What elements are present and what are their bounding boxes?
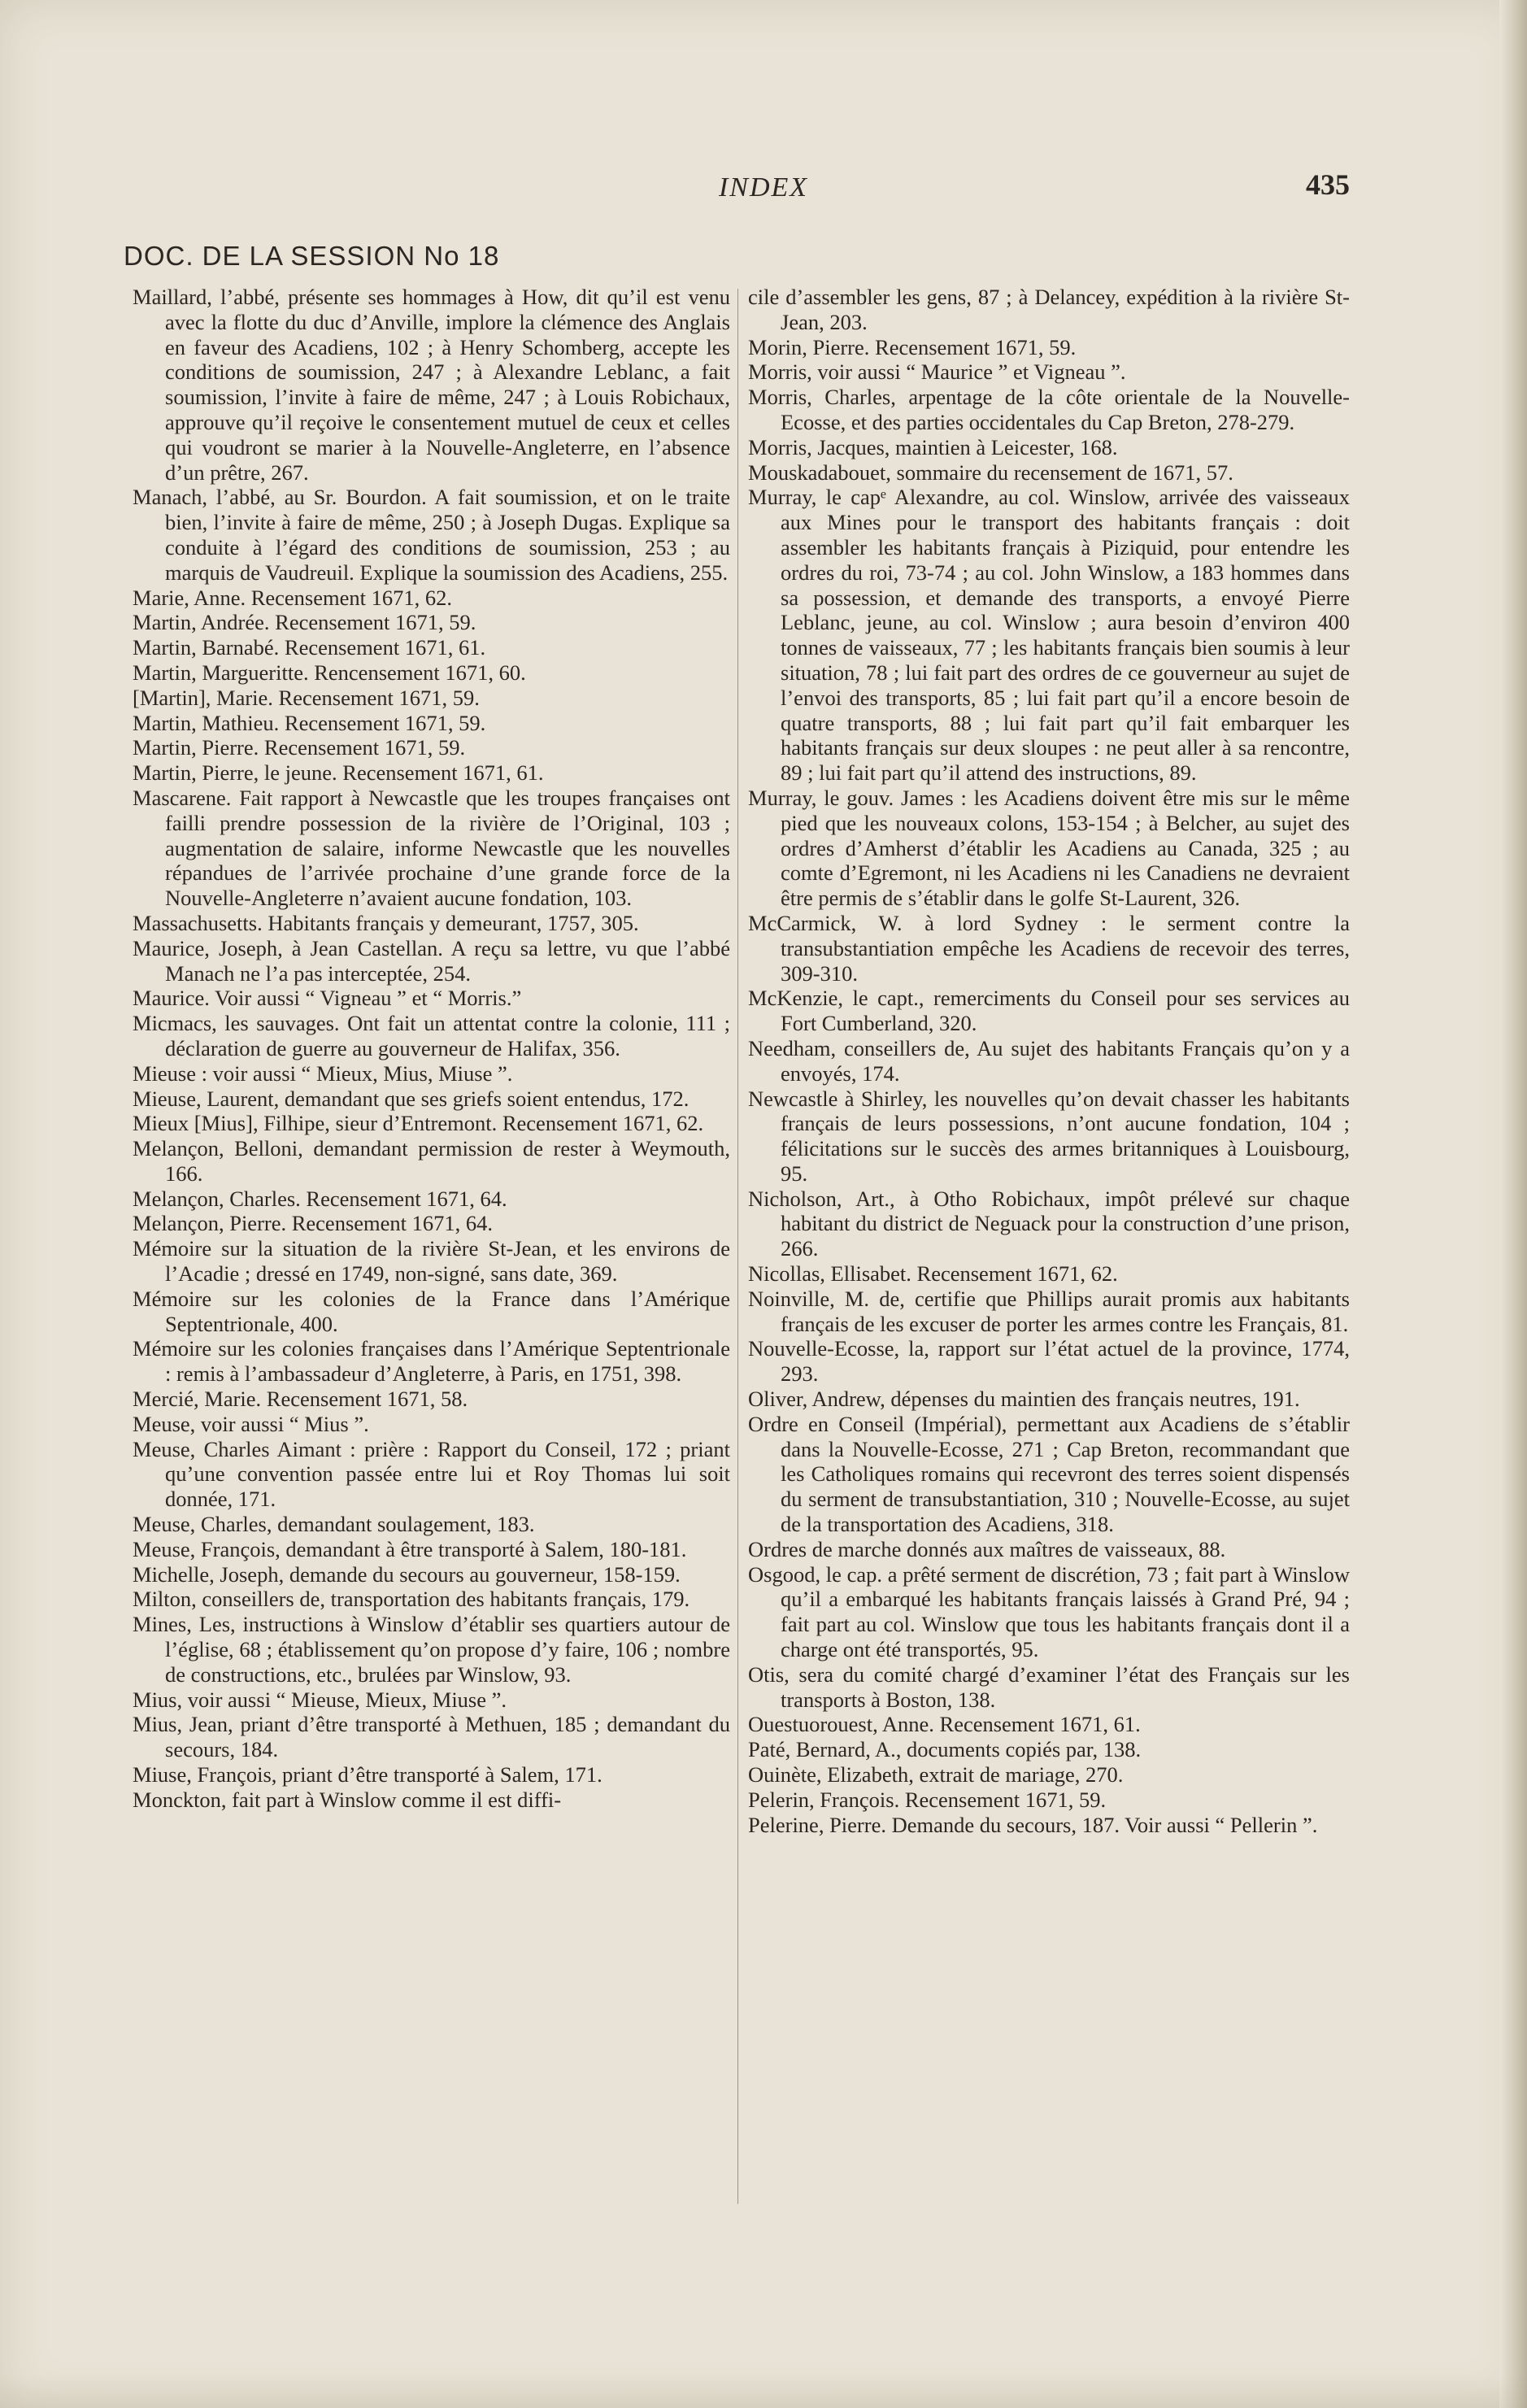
index-entry: Noinville, M. de, certifie que Phillips aurait promis aux habitants français de les excuser de porter les armes contre les Français, 81. (748, 1286, 1350, 1336)
running-header-title: INDEX (718, 172, 809, 202)
index-entry: Otis, sera du comité chargé d’examiner l’état des Français sur les transports à Boston, 138. (748, 1661, 1350, 1712)
index-entry: Morin, Pierre. Recensement 1671, 59. (748, 334, 1077, 359)
index-entry: Mémoire sur la situation de la rivière St-Jean, et les environs de l’Acadie ; dressé en 1749, non-signé, sans date, 369. (133, 1236, 730, 1287)
index-entry: Micmacs, les sauvages. Ont fait un attentat contre la colonie, 111 ; déclaration de guerre au gouverneur de Halifax, 356. (133, 1011, 730, 1060)
index-entry: Mius, Jean, priant d’être transporté à Methuen, 185 ; demandant du secours, 184. (133, 1712, 730, 1762)
index-entry: Melançon, Pierre. Recensement 1671, 64. (133, 1211, 494, 1236)
index-entry: Murray, le capᵉ Alexandre, au col. Winslow, arrivée des vaisseaux aux Mines pour le transport des habitants français : doit assembler les habitants français à Piziquid, pour entendre les ordres du roi, 73-74 ; au col. John Winslow, a 183 hommes dans sa possession, et demande des transports, a envoyé Pierre Leblanc, jeune, au col. Winslow ; aura besoin d’environ 400 tonnes de vaisseaux, 77 ; les habitants français bien soumis à leur situation, 78 ; lui fait part des ordres de ce gouverneur au sujet de l’envoi des transports, 85 ; lui fait part qu’il a encore besoin de quatre transports, 88 ; lui fait part qu’il fait embarquer les habitants français sur deux sloupes : ne peut aller à sa rencontre, 89 ; lui fait part qu’il attend des instructions, 89. (748, 485, 1350, 786)
index-entry: Meuse, voir aussi “ Mius ”. (133, 1411, 369, 1436)
index-entry: Miuse, François, priant d’être transporté à Salem, 171. (133, 1762, 603, 1787)
index-entry: Martin, Pierre. Recensement 1671, 59. (133, 735, 466, 760)
index-entry: Osgood, le cap. a prêté serment de discrétion, 73 ; fait part à Winslow qu’il a embarqué les habitants français laissés à Grand Pré, 94 ; fait part au col. Winslow que tous les habitants français dont il a charge ont été transportés, 95. (748, 1561, 1350, 1662)
index-entry: Paté, Bernard, A., documents copiés par, 138. (748, 1737, 1142, 1762)
index-entry: Nicollas, Ellisabet. Recensement 1671, 62. (748, 1261, 1118, 1287)
index-entry: Maurice. Voir aussi “ Vigneau ” et “ Morris.” (133, 986, 522, 1011)
index-entry: Martin, Pierre, le jeune. Recensement 1671, 61. (133, 760, 544, 786)
index-entry: Murray, le gouv. James : les Acadiens doivent être mis sur le même pied que les nouveaux colons, 153-154 ; à Belcher, au sujet des ordres d’Amherst d’établir les Acadiens au Canada, 325 ; au comte d’Egremont, ni les Acadiens ni les Canadiens ne devraient être permis de s’établir dans le golfe St-Laurent, 326. (748, 785, 1350, 911)
index-entry: Ordre en Conseil (Impérial), permettant aux Acadiens de s’établir dans la Nouvelle-Ecosse, 271 ; Cap Breton, recommandant que les Catholiques romains qui recevront des terres soient dispensés du serment de transubstantiation, 310 ; Nouvelle-Ecosse, au sujet de la transportation des Acadiens, 318. (748, 1411, 1350, 1537)
index-entry: Melançon, Belloni, demandant permission de rester à Weymouth, 166. (133, 1136, 730, 1186)
index-entry: Oliver, Andrew, dépenses du maintien des français neutres, 191. (748, 1387, 1300, 1412)
index-entry: Mieuse : voir aussi “ Mieux, Mius, Miuse ”. (133, 1060, 513, 1086)
index-entry: Meuse, François, demandant à être transporté à Salem, 180-181. (133, 1536, 687, 1561)
index-entry: McCarmick, W. à lord Sydney : le serment contre la transubstantiation empêche les Acadiens de recevoir des terres, 309-310. (748, 910, 1350, 986)
index-entry: Morris, Jacques, maintien à Leicester, 168. (748, 434, 1118, 459)
index-entry: Manach, l’abbé, au Sr. Bourdon. A fait soumission, et on le traite bien, l’invite à faire de même, 250 ; à Joseph Dugas. Explique sa conduite à l’égard des conditions de soumission, 253 ; au marquis de Vaudreuil. Explique la soumission des Acadiens, 255. (133, 485, 730, 585)
index-entry: Melançon, Charles. Recensement 1671, 64. (133, 1186, 507, 1211)
session-label: DOC. DE LA SESSION No 18 (124, 241, 500, 271)
index-entry: Milton, conseillers de, transportation des habitants français, 179. (133, 1587, 690, 1612)
page-spine-shadow (1499, 0, 1527, 2408)
column-divider (737, 289, 738, 2204)
index-entry: cile d’assembler les gens, 87 ; à Delancey, expédition à la rivière St-Jean, 203. (748, 285, 1350, 334)
index-entry: Monckton, fait part à Winslow comme il est diffi- (133, 1787, 562, 1812)
index-entry: Mascarene. Fait rapport à Newcastle que les troupes françaises ont failli prendre possession de la rivière de l’Original, 103 ; augmentation de salaire, informe Newcastle que les nouvelles répandues de l’arrivée prochaine d’une grande force de la Nouvelle-Angleterre n’avaient aucune fondation, 103. (133, 785, 730, 911)
index-entry: Mouskadabouet, sommaire du recensement de 1671, 57. (748, 459, 1233, 485)
index-entry: Ordres de marche donnés aux maîtres de vaisseaux, 88. (748, 1536, 1226, 1561)
index-entry: Ouinète, Elizabeth, extrait de mariage, 270. (748, 1762, 1124, 1787)
index-entry: Martin, Margueritte. Rencensement 1671, 60. (133, 660, 526, 685)
index-entry: Mius, voir aussi “ Mieuse, Mieux, Miuse ”. (133, 1687, 507, 1712)
index-entry: Marie, Anne. Recensement 1671, 62. (133, 585, 452, 610)
page-bottom-shade (0, 2375, 1527, 2408)
index-entry: Martin, Mathieu. Recensement 1671, 59. (133, 710, 486, 735)
index-entry: Mercié, Marie. Recensement 1671, 58. (133, 1387, 468, 1412)
index-entry: Mines, Les, instructions à Winslow d’établir ses quartiers autour de l’église, 68 ; établissement qu’on propose d’y faire, 106 ; nombre de constructions, etc., brulées par Winslow, 93. (133, 1612, 730, 1687)
index-entry: Pelerine, Pierre. Demande du secours, 187. Voir aussi “ Pellerin ”. (748, 1812, 1318, 1837)
index-entry: Meuse, Charles, demandant soulagement, 183. (133, 1512, 535, 1537)
index-entry: Mieuse, Laurent, demandant que ses griefs soient entendus, 172. (133, 1086, 690, 1111)
index-entry: [Martin], Marie. Recensement 1671, 59. (133, 685, 480, 710)
index-entry: Pelerin, François. Recensement 1671, 59. (748, 1787, 1107, 1812)
index-entry: Maillard, l’abbé, présente ses hommages à How, dit qu’il est venu avec la flotte du duc d’Anville, implore la clémence des Anglais en faveur des Acadiens, 102 ; à Henry Schomberg, accepte les conditions de soumission, 247 ; à Alexandre Leblanc, a fait soumission, l’invite à faire de même, 247 ; à Louis Robichaux, approuve qu’il reçoive le consentement mutuel de ceux et celles qui voudront se marier à la Nouvelle-Angleterre, en l’absence d’un prêtre, 267. (133, 285, 730, 485)
index-entry: Martin, Barnabé. Recensement 1671, 61. (133, 635, 486, 660)
index-entry: Meuse, Charles Aimant : prière : Rapport du Conseil, 172 ; priant qu’une convention passée entre lui et Roy Thomas lui soit donnée, 171. (133, 1436, 730, 1512)
index-column-left (133, 285, 730, 1813)
index-entry: Mémoire sur les colonies françaises dans l’Amérique Septentrionale : remis à l’ambassadeur d’Angleterre, à Paris, en 1751, 398. (133, 1336, 730, 1387)
index-entry: McKenzie, le capt., remerciments du Conseil pour ses services au Fort Cumberland, 320. (748, 986, 1350, 1036)
index-entry: Mieux [Mius], Filhipe, sieur d’Entremont. Recensement 1671, 62. (133, 1111, 704, 1136)
index-entry: Morris, voir aussi “ Maurice ” et Vigneau ”. (748, 359, 1126, 385)
index-entry: Massachusetts. Habitants français y demeurant, 1757, 305. (133, 910, 639, 935)
index-entry: Nicholson, Art., à Otho Robichaux, impôt prélevé sur chaque habitant du district de Neguack pour la construction d’une prison, 266. (748, 1186, 1350, 1261)
index-entry: Mémoire sur les colonies de la France dans l’Amérique Septentrionale, 400. (133, 1286, 730, 1336)
index-entry: Newcastle à Shirley, les nouvelles qu’on devait chasser les habitants français de leurs possessions, n’ont aucune fondation, 104 ; félicitations sur le succès des armes britanniques à Louisbourg, 95. (748, 1086, 1350, 1186)
index-entry: Ouestuorouest, Anne. Recensement 1671, 61. (748, 1712, 1141, 1737)
index-entry: Maurice, Joseph, à Jean Castellan. A reçu sa lettre, vu que l’abbé Manach ne l’a pas interceptée, 254. (133, 935, 730, 986)
index-column-right (748, 285, 1350, 1837)
page-number: 435 (1306, 168, 1350, 201)
index-entry: Nouvelle-Ecosse, la, rapport sur l’état actuel de la province, 1774, 293. (748, 1336, 1350, 1387)
index-entry: Michelle, Joseph, demande du secours au gouverneur, 158-159. (133, 1561, 681, 1587)
index-entry: Morris, Charles, arpentage de la côte orientale de la Nouvelle-Ecosse, et des parties occidentales du Cap Breton, 278-279. (748, 385, 1350, 434)
index-entry: Needham, conseillers de, Au sujet des habitants Français qu’on y a envoyés, 174. (748, 1035, 1350, 1086)
index-entry: Martin, Andrée. Recensement 1671, 59. (133, 610, 476, 635)
